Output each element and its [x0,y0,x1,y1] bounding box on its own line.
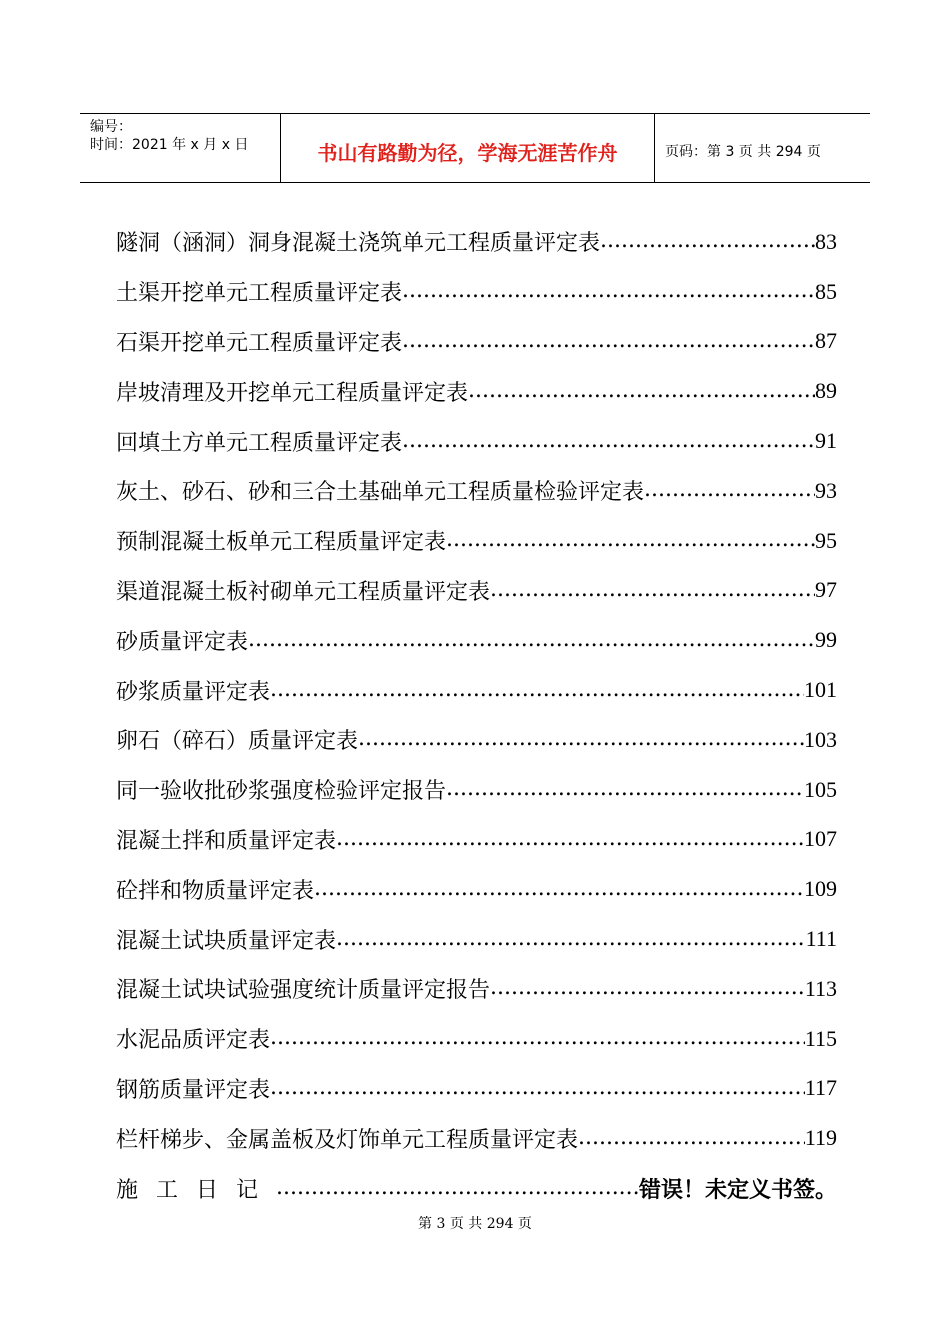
toc-entry[interactable] [116,1113,837,1163]
toc-entry-page: 93 [815,477,837,503]
toc-entry-title: 砂质量评定表 [116,629,249,655]
header-motto: 书山有路勤为径，学海无涯苦作舟 [281,114,655,182]
toc-entry-title: 卵石（碎石）质量评定表 [116,729,359,755]
toc-entry[interactable] [116,765,837,815]
toc-entry[interactable] [116,566,837,616]
toc-entry-title: 渠道混凝土板衬砌单元工程质量评定表 [116,579,491,605]
toc-entry-title: 隧洞（涵洞）洞身混凝土浇筑单元工程质量评定表 [116,231,601,257]
toc-entry-page: 111 [805,926,837,952]
toc-leader-dots [270,1025,805,1050]
toc-leader-dots [358,726,804,751]
toc-entry-page: 91 [815,428,837,454]
toc-entry[interactable] [116,1014,837,1064]
toc-entry-title: 砂浆质量评定表 [116,679,271,705]
toc-leader-dots [402,428,815,453]
toc-entry-page: 101 [804,677,837,703]
toc-entry-page: 87 [815,328,837,354]
toc-entry-page: 117 [804,1075,837,1101]
toc-entry[interactable] [116,366,837,416]
toc-entry-page: 99 [815,627,837,653]
toc-entry-title: 混凝土试块试验强度统计质量评定报告 [116,978,491,1004]
toc-leader-dots [276,1175,639,1200]
toc-leader-dots [314,876,804,901]
toc-entry-page: 113 [804,975,837,1001]
toc-leader-dots [446,776,804,801]
toc-leader-dots [270,1075,805,1100]
header-meta [80,114,281,182]
header-page-info: 页码：第 3 页 共 294 页 [665,144,821,160]
toc-leader-dots [578,1125,805,1150]
toc-entry-title: 钢筋质量评定表 [116,1077,271,1103]
toc-leader-dots [336,826,804,851]
toc-entry-page: 97 [815,577,837,603]
toc-entry[interactable] [116,615,837,665]
time-label: 时间：2021 年 x 月 x 日 [90,137,249,153]
toc-entry-page: 85 [815,278,837,304]
toc-entry-title: 同一验收批砂浆强度检验评定报告 [116,779,447,805]
toc-entry-page: 105 [804,776,837,802]
toc-entry-title: 混凝土试块质量评定表 [116,928,337,954]
toc-entry-title: 施工日记 [116,1177,277,1203]
toc-entry[interactable] [116,964,837,1014]
toc-entry-title: 预制混凝土板单元工程质量评定表 [116,530,447,556]
toc-leader-dots [490,975,805,1000]
toc-leader-dots [468,378,815,403]
toc-entry-page: 109 [804,876,837,902]
toc-entry-page: 错误！未定义书签。 [638,1177,837,1203]
toc-entry[interactable] [116,217,837,267]
toc-entry-page: 103 [804,726,837,752]
toc-leader-dots [336,926,806,951]
page-header [80,113,870,183]
page-footer: 第 3 页 共 294 页 [418,1216,532,1232]
toc-entry-title: 土渠开挖单元工程质量评定表 [116,281,403,307]
toc-leader-dots [490,577,815,602]
toc-entry-page: 115 [804,1025,837,1051]
toc-entry-page: 83 [815,228,837,254]
toc-leader-dots [446,527,815,552]
toc-entry[interactable] [116,416,837,466]
toc-entry[interactable] [116,914,837,964]
toc-entry[interactable] [116,317,837,367]
toc-leader-dots [248,627,815,652]
toc-entry-title: 岸坡清理及开挖单元工程质量评定表 [116,380,469,406]
toc-entry-page: 89 [815,378,837,404]
toc-entry-title: 石渠开挖单元工程质量评定表 [116,330,403,356]
toc-entry-title: 砼拌和物质量评定表 [116,878,315,904]
toc-leader-dots [402,278,815,303]
toc-entry-title: 回填土方单元工程质量评定表 [116,430,403,456]
toc-leader-dots [644,477,815,502]
toc-entry[interactable] [116,715,837,765]
toc-entry-title: 混凝土拌和质量评定表 [116,828,337,854]
toc-entry[interactable] [116,1064,837,1114]
toc-entry-title: 栏杆梯步、金属盖板及灯饰单元工程质量评定表 [116,1127,579,1153]
toc-entry[interactable] [116,516,837,566]
toc-entry[interactable] [116,267,837,317]
toc-entry[interactable] [116,466,837,516]
toc-entry-page: 95 [815,527,837,553]
toc-entry-title: 水泥品质评定表 [116,1028,271,1054]
toc-entry-page: 119 [804,1125,837,1151]
toc-entry[interactable] [116,864,837,914]
number-label: 编号： [90,119,132,135]
table-of-contents [116,217,837,1213]
toc-leader-dots [600,228,815,253]
toc-entry[interactable] [116,815,837,865]
toc-entry[interactable] [116,665,837,715]
toc-leader-dots [270,677,804,702]
toc-entry[interactable] [116,1163,837,1213]
toc-entry-title: 灰土、砂石、砂和三合土基础单元工程质量检验评定表 [116,480,645,506]
toc-leader-dots [402,328,815,353]
toc-entry-page: 107 [804,826,837,852]
